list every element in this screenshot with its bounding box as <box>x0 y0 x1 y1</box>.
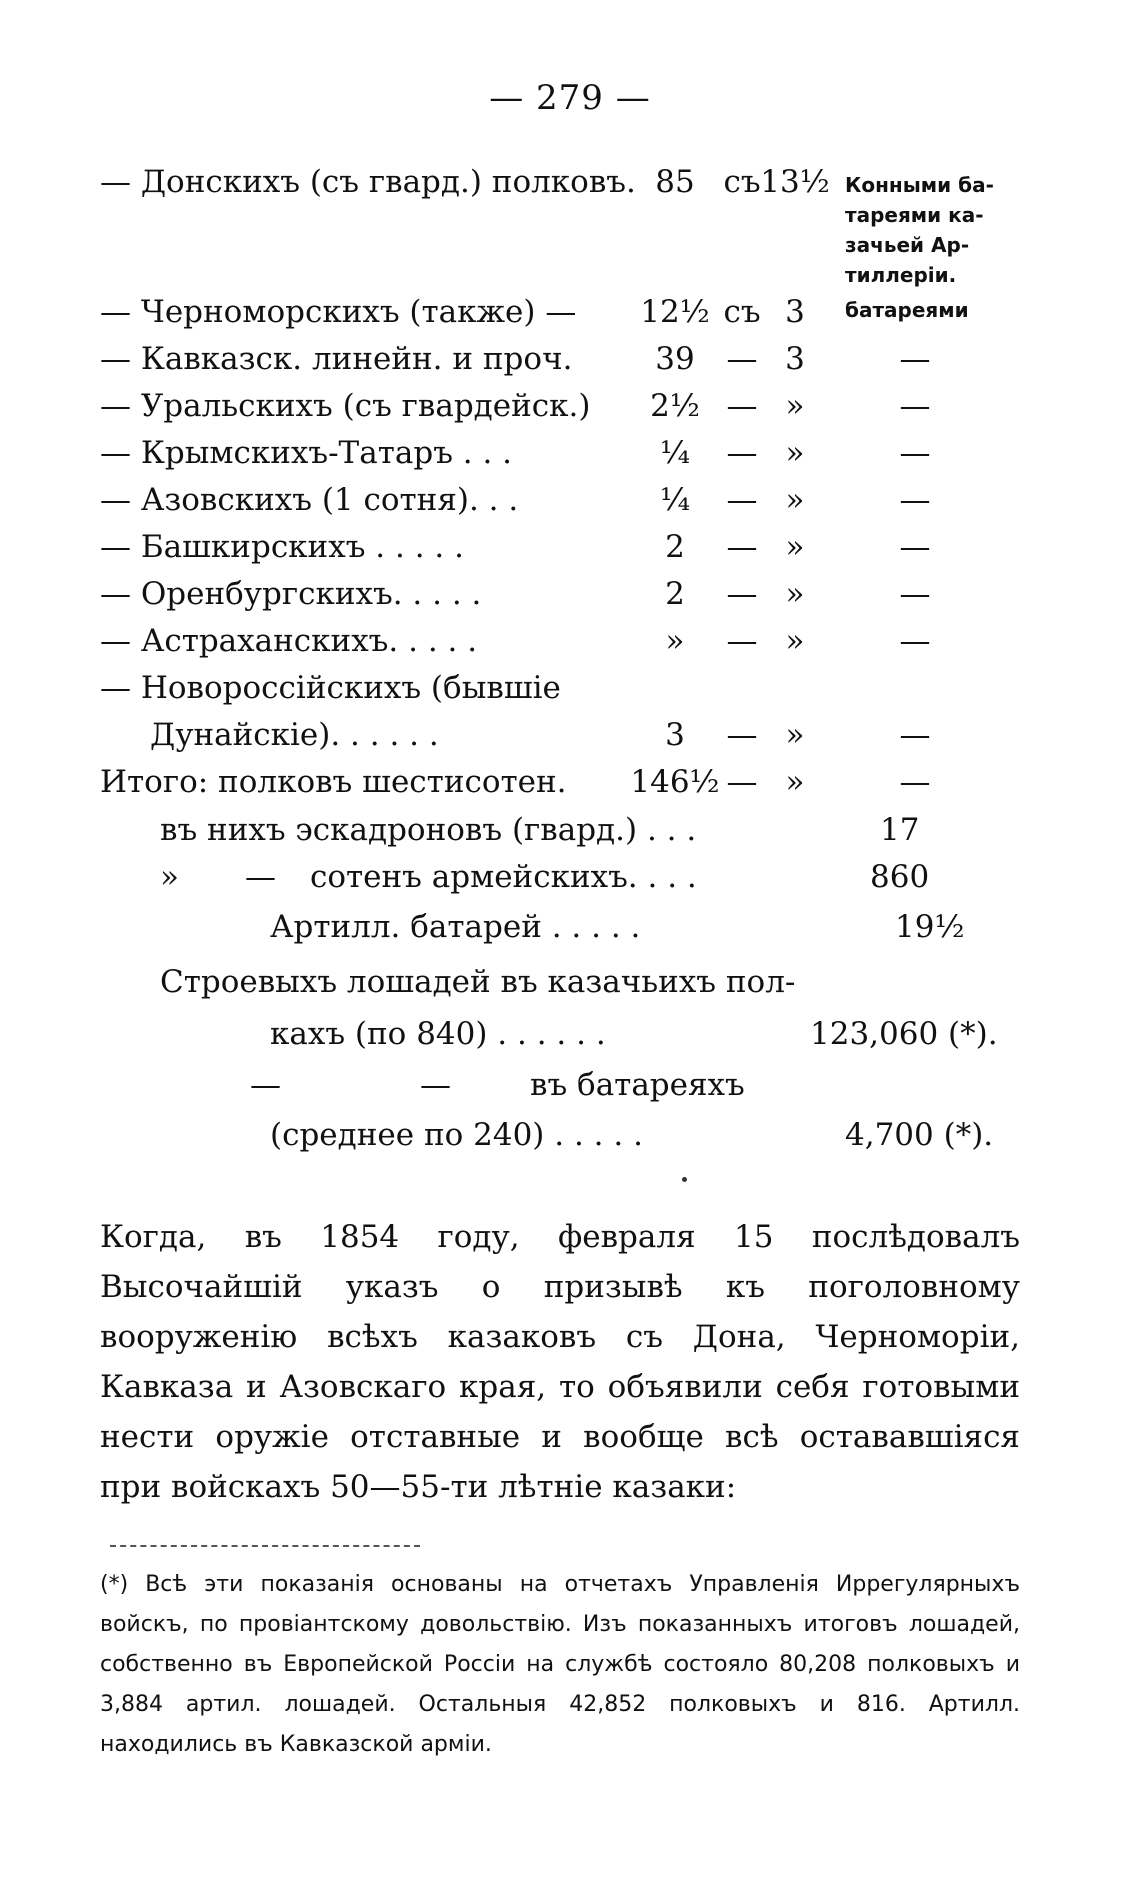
row-connector: — <box>726 529 758 565</box>
row-label: — Уральскихъ (съ гвардейск.) <box>100 388 591 424</box>
batteries-count: 3 <box>785 294 805 330</box>
regiments-count: 3 <box>665 717 685 753</box>
table-row <box>0 384 1140 428</box>
print-mark <box>682 1177 687 1182</box>
table-row <box>0 525 1140 569</box>
table-row <box>0 431 1140 475</box>
table-row <box>0 290 1140 334</box>
batteries-count: » <box>785 435 805 471</box>
artillery-header-line: Конными ба- <box>845 173 994 197</box>
regiments-count: 39 <box>655 341 695 377</box>
batteries-count: » <box>785 623 805 659</box>
row-connector: съ <box>723 164 761 200</box>
footnote: (*) Всѣ эти показанія основаны на отчетахъ Управленія Иррегулярныхъ войскъ, по провіантскому довольствію. Изъ показанныхъ итоговъ лошадей, собственно въ Европейской Россіи на службѣ состояло 80,208 полковыхъ и 3,884 артил. лошадей. Остальныя 42,852 полковыхъ и 816. Артилл. находились въ Кавказской арміи. <box>100 1572 1020 1757</box>
row-label: — Азовскихъ (1 сотня). . . <box>100 482 519 518</box>
batteries-count: » <box>785 529 805 565</box>
regiments-count: 146½ <box>630 764 720 800</box>
regiments-count: 12½ <box>640 294 710 330</box>
artillery-count: — <box>899 529 931 565</box>
artillery-count: — <box>899 764 931 800</box>
regiments-count: ¼ <box>659 435 691 471</box>
row-label: — Крымскихъ-Татаръ . . . <box>100 435 513 471</box>
row-connector: — <box>726 717 758 753</box>
row-connector: съ <box>723 294 761 330</box>
artillery-count: — <box>899 435 931 471</box>
horses-value: 123,060 (*). <box>810 1016 998 1052</box>
battery-horses-label: въ батареяхъ <box>530 1067 745 1103</box>
regiments-count: 85 <box>655 164 695 200</box>
regiments-count: » <box>665 623 685 659</box>
batteries-count: » <box>785 388 805 424</box>
row-label: — Новороссійскихъ (бывшіе <box>100 670 561 706</box>
battery-horses-dash: — <box>250 1067 281 1103</box>
page-number: — 279 — <box>489 78 651 118</box>
body-paragraph: Когда, въ 1854 году, февраля 15 послѣдовалъ Высочайшій указъ о призывѣ къ поголовному вооруженію всѣхъ казаковъ съ Дона, Черноморіи, Кавказа и Азовскаго края, то объявили себя готовыми нести оружіе отставные и вообще всѣ остававшіяся при войскахъ 50—55-ти лѣтніе казаки: <box>100 1219 1020 1505</box>
regiments-count: ¼ <box>659 482 691 518</box>
row-connector: — <box>726 435 758 471</box>
table-row <box>0 713 1140 757</box>
artillery-count: — <box>899 482 931 518</box>
table-row <box>0 478 1140 522</box>
batteries-count: 13½ <box>760 164 830 200</box>
row-label: — Астраханскихъ. . . . . <box>100 623 478 659</box>
horses-label-line2: кахъ (по 840) . . . . . . <box>270 1016 606 1052</box>
regiments-count: 2 <box>665 576 685 612</box>
artillery-header-line: зачьей Ар- <box>845 233 970 257</box>
row-label: Дунайскіе). . . . . . <box>150 717 439 753</box>
batteries-count: » <box>785 576 805 612</box>
row-label: — Донскихъ (съ гвард.) полковъ. <box>100 164 636 200</box>
row-connector: — <box>726 623 758 659</box>
table-row <box>0 666 1140 710</box>
squadrons-label: въ нихъ эскадроновъ (гвард.) . . . <box>160 812 697 848</box>
row-connector: — <box>726 388 758 424</box>
row-label: — Кавказск. линейн. и проч. <box>100 341 573 377</box>
batteries-label: Артилл. батарей . . . . . <box>270 909 641 945</box>
row-connector: — <box>726 764 758 800</box>
squadrons-value: 17 <box>880 812 920 848</box>
row-label: — Черноморскихъ (также) — <box>100 294 577 330</box>
row-label: — Башкирскихъ . . . . . <box>100 529 464 565</box>
batteries-count: » <box>785 482 805 518</box>
footnote-divider <box>110 1545 420 1547</box>
artillery-count: — <box>899 576 931 612</box>
row-label: Итого: полковъ шестисотен. <box>100 764 567 800</box>
artillery-count: — <box>899 341 931 377</box>
table-row <box>0 619 1140 663</box>
battery-horses-dash: — <box>420 1067 451 1103</box>
row-connector: — <box>726 576 758 612</box>
sotni-label: сотенъ армейскихъ. . . . <box>310 859 697 895</box>
sotni-mark: » <box>160 859 179 895</box>
row-connector: — <box>726 341 758 377</box>
row-connector: — <box>726 482 758 518</box>
regiments-count: 2½ <box>650 388 700 424</box>
regiments-count: 2 <box>665 529 685 565</box>
artillery-header-line: тиллеріи. <box>845 263 957 287</box>
table-row <box>0 337 1140 381</box>
table-row-total <box>0 760 1140 804</box>
battery-horses-value: 4,700 (*). <box>845 1117 994 1153</box>
battery-horses-label-line2: (среднее по 240) . . . . . <box>270 1117 643 1153</box>
sotni-value: 860 <box>870 859 930 895</box>
table-row <box>0 572 1140 616</box>
artillery-count: — <box>899 623 931 659</box>
artillery-count: — <box>899 717 931 753</box>
batteries-count: » <box>785 764 805 800</box>
batteries-count: » <box>785 717 805 753</box>
batteries-value: 19½ <box>895 909 965 945</box>
sotni-dash: — <box>245 859 276 895</box>
horses-label-line1: Строевыхъ лошадей въ казачьихъ пол- <box>160 964 796 1000</box>
artillery-header-line: тареями ка- <box>845 203 984 227</box>
artillery-count: — <box>899 388 931 424</box>
row-label: — Оренбургскихъ. . . . . <box>100 576 482 612</box>
artillery-unit-label: батареями <box>845 298 969 322</box>
table-row <box>0 160 1140 204</box>
batteries-count: 3 <box>785 341 805 377</box>
